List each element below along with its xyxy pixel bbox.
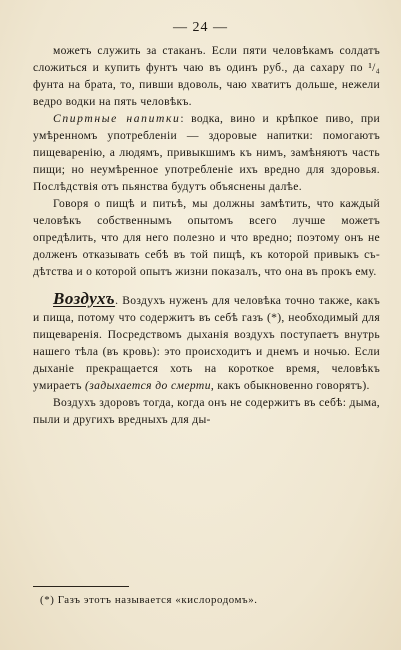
footnote: (*) Газъ этотъ называется «кислородомъ». — [40, 594, 258, 606]
section-heading-air: Воздухъ — [53, 289, 116, 308]
paragraph-air-italic: (задыхается до смерти — [84, 379, 211, 392]
paragraph-air-text-b: , какъ обыкновенно говорятъ). — [210, 379, 370, 392]
paragraph-air-healthy: Воздухъ здоровъ тогда, когда онъ не содержитъ въ себѣ: дыма, пыли и другихъ вредныхъ для ды- — [33, 396, 380, 426]
paragraph-food-drink: Говоря о пищѣ и питьѣ, мы должны замѣтить, что каждый человѣкъ собственнымъ опытомъ всего лучше можетъ опредѣлить, что для него полезно и что вредно; поэтому онъ не долженъ отказывать себѣ въ той пищѣ, къ которой привыкъ съ-дѣтства и о которой опытъ жизни показалъ, что она въ прокъ ему. — [33, 197, 380, 278]
paragraph-air-text-a: . Воздухъ нуженъ для человѣка точно также, какъ и пища, потому что содержитъ въ себѣ газъ (*), необходимый для пищеваренія. Посредствомъ дыханія воздухъ поступаетъ внутрь нашего тѣла (въ кровь): это происходитъ и днемъ и ночью. Если дыханіе прекращается хоть на короткое время, человѣкъ умираетъ — [33, 294, 380, 392]
paragraph-spirits-text: : водка, вино и крѣпкое пиво, при умѣренномъ употребленіи — здоровые напитки: помогаютъ пищеваренію, а людямъ, привыкшимъ къ нимъ, замѣняютъ часть пищи; но неумѣренное употребленіе ихъ вредно для здоровья. Послѣдствія отъ пьянства будутъ объяснены далѣе. — [33, 112, 381, 193]
term-spirits: Спиртные напитки — [53, 112, 181, 125]
body-text — [33, 42, 380, 428]
paragraph-spirits — [33, 110, 380, 195]
page-number: — 24 — — [173, 20, 228, 35]
paragraph-tea: можетъ служить за стаканъ. Если пяти человѣкамъ солдатъ сложиться и купить фунтъ чаю въ одинъ руб., да сахару по ¹/₄ фунта на брата, то, пивши вдоволь, чаю хватитъ дольше, нежели ведро водки на пять человѣкъ. — [33, 44, 380, 108]
paragraph-air — [33, 290, 380, 394]
footnote-rule — [33, 586, 129, 587]
